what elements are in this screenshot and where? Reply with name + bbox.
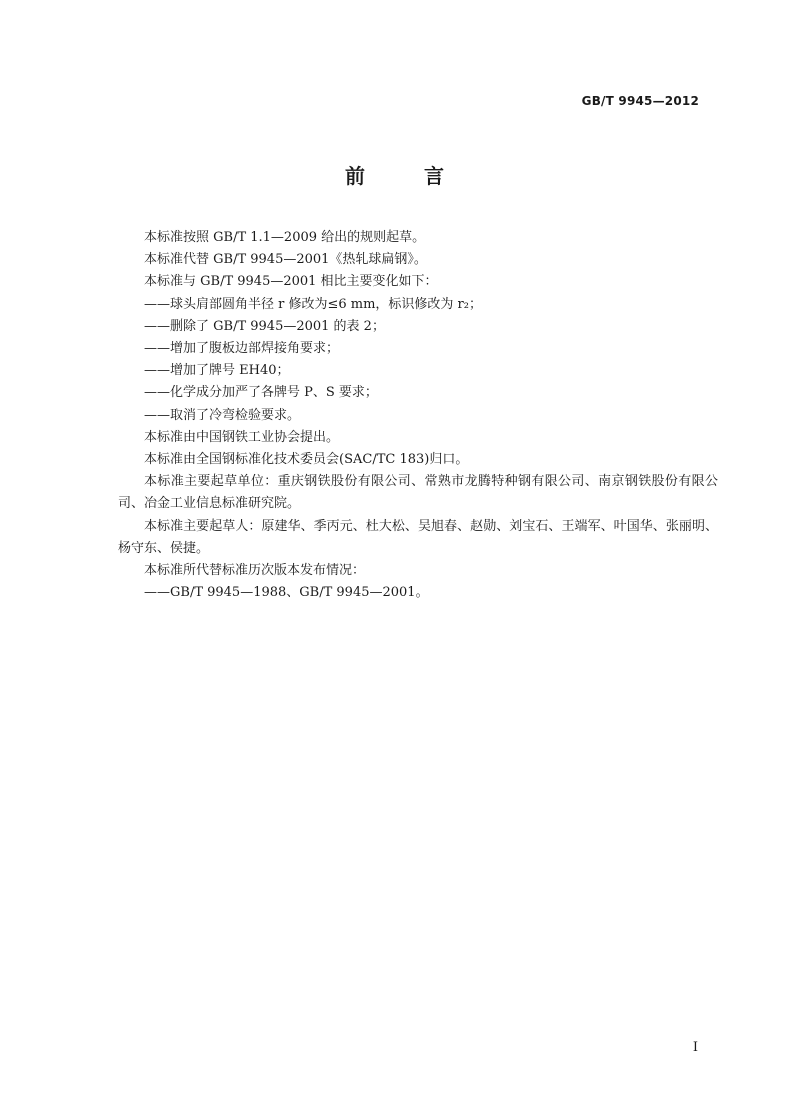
- change-item-chemistry: ——化学成分加严了各牌号 P、S 要求；: [144, 385, 378, 401]
- paragraph-drafters: 本标准主要起草人：原建华、季丙元、杜大松、吴旭春、赵勋、刘宝石、王端军、叶国华、张丽明、杨守东、侯捷。: [118, 518, 718, 556]
- paragraph-proposed-by: 本标准由中国钢铁工业协会提出。: [144, 429, 340, 445]
- standard-code-header: GB/T 9945—2012: [581, 94, 699, 108]
- paragraph-history-intro: 本标准所代替标准历次版本发布情况：: [144, 563, 366, 579]
- preface-body: [118, 227, 718, 604]
- history-item-editions: ——GB/T 9945—1988、GB/T 9945—2001。: [144, 585, 429, 601]
- paragraph-technical-committee: 本标准由全国钢标准化技术委员会(SAC/TC 183)归口。: [144, 452, 469, 468]
- change-item-weld-angle: ——增加了腹板边部焊接角要求；: [144, 341, 340, 357]
- change-item-table-removed: ——删除了 GB/T 9945—2001 的表 2；: [144, 318, 385, 334]
- change-item-cold-bend: ——取消了冷弯检验要求。: [144, 407, 301, 423]
- paragraph-drafting-units: 本标准主要起草单位：重庆钢铁股份有限公司、常熟市龙腾特种钢有限公司、南京钢铁股份有限公司、冶金工业信息标准研究院。: [118, 474, 718, 512]
- page-number: I: [692, 1040, 698, 1055]
- paragraph-drafting-rules: 本标准按照 GB/T 1.1—2009 给出的规则起草。: [144, 230, 426, 245]
- paragraph-replaces: 本标准代替 GB/T 9945—2001《热轧球扁钢》。: [144, 252, 427, 268]
- change-item-grade-eh40: ——增加了牌号 EH40；: [144, 363, 290, 379]
- change-item-radius: ——球头肩部圆角半径 r 修改为≤6 mm，标识修改为 r₂；: [144, 296, 482, 312]
- page-title: 前 言: [345, 164, 470, 188]
- paragraph-changes-intro: 本标准与 GB/T 9945—2001 相比主要变化如下：: [144, 274, 438, 290]
